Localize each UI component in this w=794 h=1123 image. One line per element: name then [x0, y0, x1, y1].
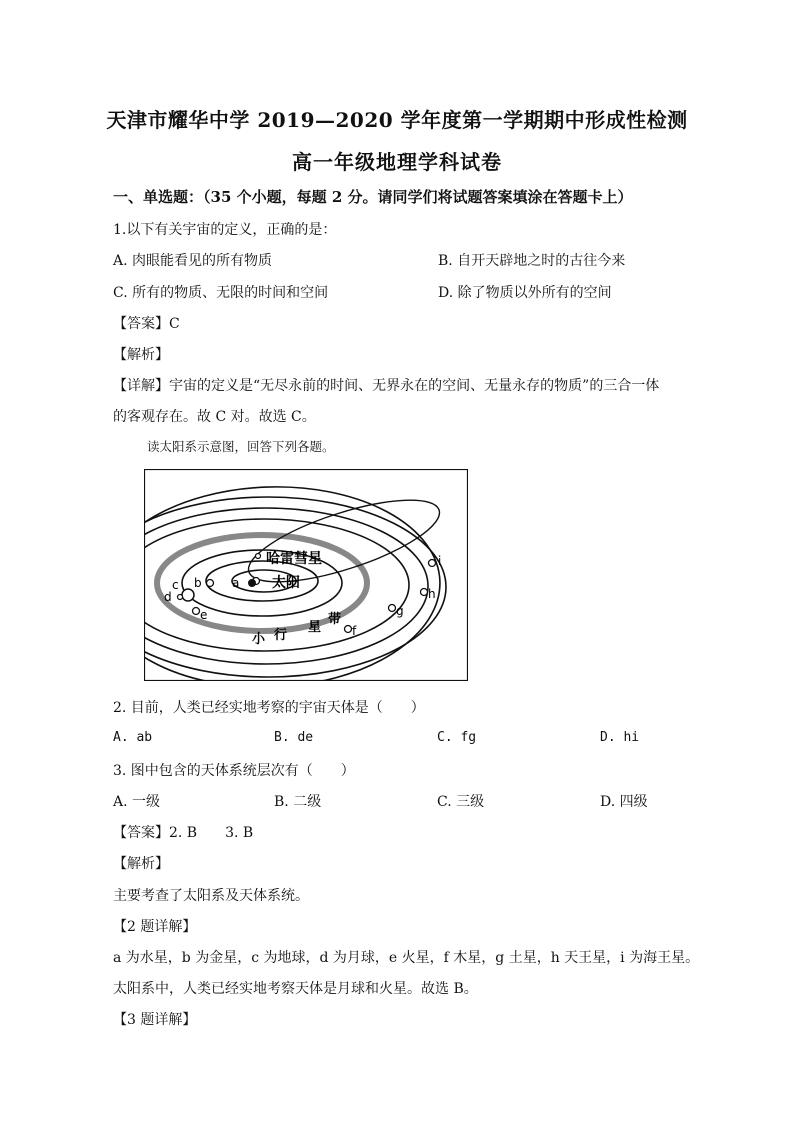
label-e: e	[200, 608, 208, 622]
q1-detail-text: 宇宙的定义是“无尽永前的时间、无界永在的空间、无量永存的物质”的三合一体	[169, 378, 660, 394]
answers-2-3: 【答案】2. B 3. B	[113, 825, 254, 841]
q3-option-b: B. 二级	[274, 794, 322, 810]
label-belt-4: 带	[328, 612, 342, 627]
q2-option-a: A. ab	[113, 730, 153, 745]
q1-option-b: B. 自开天辟地之时的古往今来	[438, 253, 626, 269]
q1-option-c: C. 所有的物质、无限的时间和空间	[113, 285, 329, 301]
label-b: b	[194, 576, 202, 590]
q1-detail	[113, 375, 659, 395]
exam-title: 天津市耀华中学 2019—2020 学年度第一学期期中形成性检测	[106, 108, 688, 132]
q3-stem: 3. 图中包含的天体系统层次有（ ）	[113, 763, 355, 779]
q2-detail-line2: 太阳系中，人类已经实地考察天体是月球和火星。故选 B。	[113, 981, 478, 997]
planet-g	[389, 605, 396, 612]
planet-f	[345, 626, 352, 633]
q1-option-a: A. 肉眼能看见的所有物质	[113, 253, 273, 269]
exam-subtitle: 高一年级地理学科试卷	[292, 150, 502, 174]
label-comet: 哈雷彗星	[266, 551, 322, 567]
label-belt-3: 星	[308, 620, 322, 635]
label-a: a	[232, 576, 240, 590]
solar-system-diagram	[144, 469, 468, 681]
planet-i	[429, 560, 436, 567]
q1-stem: 1.以下有关宇宙的定义，正确的是：	[113, 222, 337, 238]
q3-detail-label: 【3 题详解】	[113, 1012, 197, 1028]
planet-e	[193, 608, 200, 615]
planet-b	[207, 580, 214, 587]
q1-answer: 【答案】C	[113, 316, 180, 332]
label-i: i	[438, 554, 442, 568]
label-belt-2: 行	[274, 628, 288, 643]
analysis-2-3-label: 【解析】	[113, 856, 169, 872]
q1-detail-cont: 的客观存在。故 C 对。故选 C。	[113, 409, 316, 425]
planet-h	[421, 589, 428, 596]
analysis-2-3-text: 主要考查了太阳系及天体系统。	[113, 888, 309, 904]
q1-detail-label: 【详解】	[113, 378, 169, 394]
q1-option-d: D. 除了物质以外所有的空间	[438, 285, 612, 301]
label-belt-1: 小	[252, 632, 266, 647]
q2-detail-line1: a 为水星，b 为金星，c 为地球，d 为月球，e 火星，f 木星，g 土星，h 天王星，i 为海王星。	[113, 950, 700, 966]
q2-stem: 2. 目前，人类已经实地考察的宇宙天体是（ ）	[113, 700, 425, 716]
section-heading: 一、单选题：（35 个小题，每题 2 分。请同学们将试题答案填涂在答题卡上）	[113, 188, 633, 206]
q2-detail-label: 【2 题详解】	[113, 919, 197, 935]
label-sun: 太阳	[272, 575, 300, 591]
q2-option-b: B. de	[274, 730, 314, 745]
q3-option-c: C. 三级	[437, 794, 485, 810]
q2-option-d: D. hi	[600, 730, 640, 745]
label-c: c	[172, 578, 179, 592]
sun-icon	[248, 579, 256, 587]
label-f: f	[352, 624, 357, 638]
q3-option-d: D. 四级	[600, 794, 648, 810]
q3-option-a: A. 一级	[113, 794, 161, 810]
planet-c	[182, 589, 194, 601]
label-h: h	[428, 587, 436, 601]
halley-comet	[256, 554, 261, 559]
label-g: g	[396, 604, 404, 618]
planet-d	[178, 595, 183, 600]
q1-analysis-label: 【解析】	[113, 347, 169, 363]
q2-option-c: C. fg	[437, 730, 477, 745]
label-d: d	[164, 590, 172, 604]
figure-caption: 读太阳系示意图，回答下列各题。	[147, 439, 335, 454]
